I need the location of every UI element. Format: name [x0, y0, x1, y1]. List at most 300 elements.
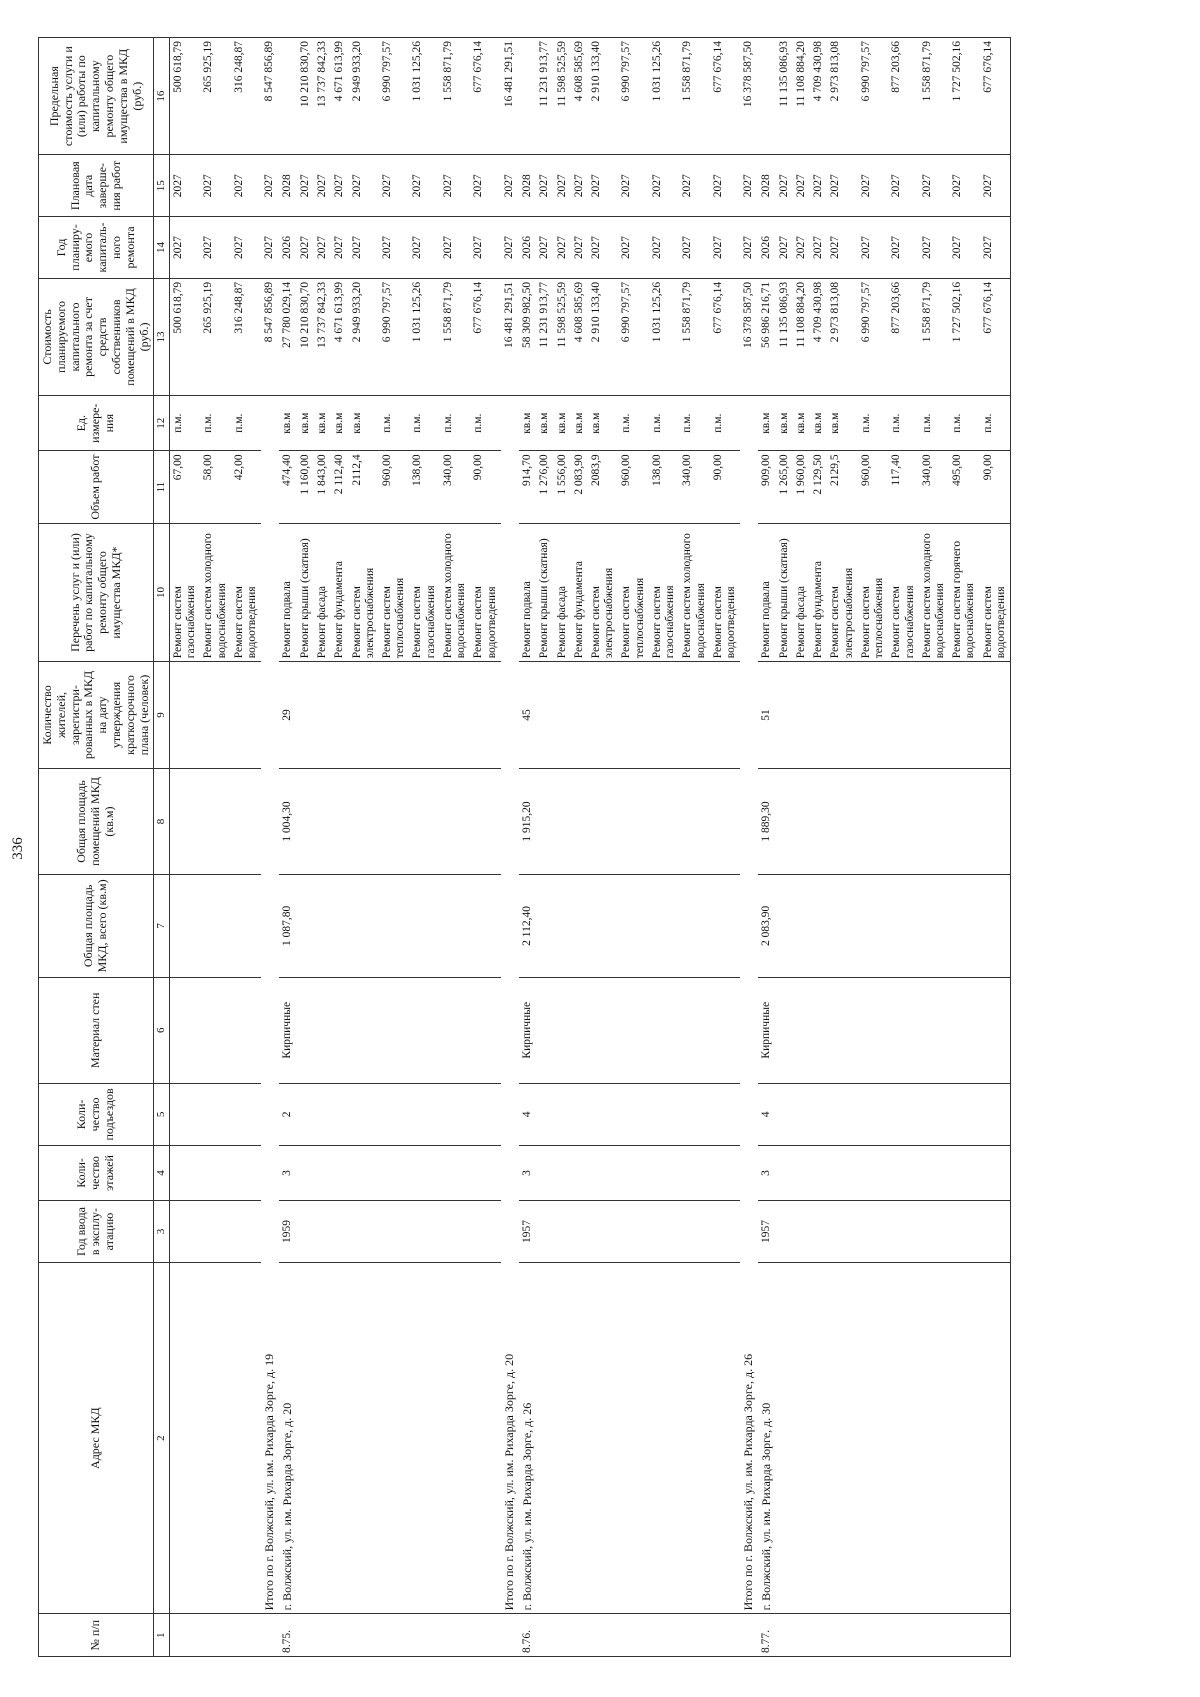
empty-cell	[571, 875, 588, 977]
empty-cell	[649, 875, 679, 977]
empty-cell	[588, 875, 618, 977]
cell-cost: 316 248,87	[231, 278, 261, 395]
empty-cell	[919, 768, 949, 875]
empty-cell	[588, 662, 618, 769]
empty-cell	[679, 1201, 709, 1263]
cell-work: Ремонт систем электроснабжения	[349, 523, 379, 661]
cell-unit: кв.м	[297, 396, 314, 451]
empty-cell	[827, 1262, 857, 1613]
cell-end: 2027	[470, 155, 500, 217]
house-area_rooms: 1 915,20	[519, 768, 537, 875]
empty-cell	[409, 1084, 439, 1146]
cell-volume: 2 112,40	[331, 451, 348, 523]
column-header: Общая площадь помещений МКД (кв.м)	[39, 768, 154, 875]
cell-work: Ремонт подвала	[758, 523, 776, 661]
empty-cell	[331, 1614, 348, 1657]
empty-cell	[409, 662, 439, 769]
cell-end: 2027	[200, 155, 230, 217]
empty-cell	[349, 1084, 379, 1146]
empty-cell	[519, 38, 537, 155]
cell-unit: кв.м	[793, 396, 810, 451]
empty-cell	[827, 977, 857, 1084]
column-number: 16	[154, 38, 170, 155]
cell-end: 2028	[279, 155, 297, 217]
empty-cell	[409, 1262, 439, 1613]
column-number: 15	[154, 155, 170, 217]
empty-cell	[554, 768, 571, 875]
house-address: г. Волжский, ул. им. Рихарда Зорге, д. 30	[758, 1262, 776, 1613]
cell-limit: 11 231 913,77	[536, 38, 553, 155]
empty-cell	[536, 1262, 553, 1613]
cell-limit: 677 676,14	[470, 38, 500, 155]
house-address: г. Волжский, ул. им. Рихарда Зорге, д. 20	[279, 1262, 297, 1613]
cell-year: 2027	[571, 217, 588, 279]
empty-cell	[758, 38, 776, 155]
empty-cell	[314, 1084, 331, 1146]
total-limit: 8 547 856,89	[261, 38, 279, 155]
column-number: 1	[154, 1614, 170, 1657]
cell-unit: кв.м	[810, 396, 827, 451]
column-number: 7	[154, 875, 170, 977]
cell-year: 2027	[554, 217, 571, 279]
column-header: Материал стен	[39, 977, 154, 1084]
empty-cell	[554, 875, 571, 977]
empty-cell	[888, 1084, 918, 1146]
empty-cell	[170, 1262, 201, 1613]
empty-cell	[200, 977, 230, 1084]
empty-cell	[440, 1145, 470, 1200]
cell-unit: п.м.	[618, 396, 648, 451]
empty-cell	[470, 662, 500, 769]
empty-cell	[470, 1614, 500, 1657]
empty-cell	[279, 38, 297, 155]
empty-cell	[331, 662, 348, 769]
empty-cell	[379, 662, 409, 769]
empty-cell	[618, 1145, 648, 1200]
empty-cell	[810, 1084, 827, 1146]
cell-end: 2027	[858, 155, 888, 217]
empty-cell	[588, 1262, 618, 1613]
work-row	[571, 38, 588, 1657]
work-row	[776, 38, 793, 1657]
cell-volume: 2112,4	[349, 451, 379, 523]
cell-unit: п.м.	[200, 396, 230, 451]
empty-cell	[409, 875, 439, 977]
empty-cell	[170, 977, 201, 1084]
cell-limit: 1 558 871,79	[679, 38, 709, 155]
empty-cell	[776, 768, 793, 875]
cell-end: 2027	[919, 155, 949, 217]
empty-cell	[470, 1145, 500, 1200]
empty-cell	[618, 977, 648, 1084]
empty-cell	[618, 875, 648, 977]
cell-year: 2027	[793, 217, 810, 279]
cell-cost: 11 108 884,20	[793, 278, 810, 395]
empty-cell	[679, 768, 709, 875]
cell-cost: 11 231 913,77	[536, 278, 553, 395]
cell-volume: 340,00	[679, 451, 709, 523]
cell-unit: п.м.	[888, 396, 918, 451]
empty-cell	[858, 977, 888, 1084]
empty-cell	[231, 1084, 261, 1146]
cell-end: 2027	[536, 155, 553, 217]
empty-cell	[710, 1262, 740, 1613]
empty-cell	[618, 662, 648, 769]
cell-year: 2027	[170, 217, 201, 279]
cell-limit: 11 135 086,93	[776, 38, 793, 155]
cell-volume: 2083,9	[588, 451, 618, 523]
column-header: Стоимость планируемого капитального ремонта за счет средств собственников помещений в МКД (руб.)	[39, 278, 154, 395]
empty-cell	[810, 768, 827, 875]
work-row	[349, 38, 379, 1657]
empty-cell	[571, 977, 588, 1084]
cell-cost: 4 608 585,69	[571, 278, 588, 395]
column-header: Перечень услуг и (или) работ по капитальному ремонту общего имущества МКД*	[39, 523, 154, 661]
empty-cell	[949, 1084, 979, 1146]
empty-cell	[554, 662, 571, 769]
empty-cell	[314, 875, 331, 977]
house-n: 8.77.	[758, 1614, 776, 1657]
empty-cell	[649, 1201, 679, 1263]
cell-year: 2027	[618, 217, 648, 279]
total-row	[501, 38, 519, 1657]
work-row	[314, 38, 331, 1657]
cell-cost: 265 925,19	[200, 278, 230, 395]
work-row	[554, 38, 571, 1657]
empty-cell	[536, 1614, 553, 1657]
empty-cell	[379, 1262, 409, 1613]
column-number: 13	[154, 278, 170, 395]
cell-end: 2027	[331, 155, 348, 217]
empty-cell	[349, 662, 379, 769]
empty-cell	[827, 768, 857, 875]
cell-end: 2027	[618, 155, 648, 217]
empty-cell	[793, 1201, 810, 1263]
cell-cost: 1 558 871,79	[919, 278, 949, 395]
empty-cell	[679, 1262, 709, 1613]
cell-unit: кв.м	[519, 396, 537, 451]
empty-cell	[349, 875, 379, 977]
total-limit: 16 378 587,50	[740, 38, 758, 155]
total-year: 2027	[261, 217, 279, 279]
empty-cell	[949, 1201, 979, 1263]
column-number: 6	[154, 977, 170, 1084]
cell-end: 2027	[888, 155, 918, 217]
cell-work: Ремонт фасада	[314, 523, 331, 661]
cell-unit: кв.м	[331, 396, 348, 451]
empty-cell	[200, 1614, 230, 1657]
cell-end: 2027	[379, 155, 409, 217]
empty-cell	[776, 1201, 793, 1263]
empty-cell	[810, 1614, 827, 1657]
cell-limit: 6 990 797,57	[379, 38, 409, 155]
empty-cell	[349, 1262, 379, 1613]
empty-cell	[949, 875, 979, 977]
house-floors: 3	[279, 1145, 297, 1200]
cell-work: Ремонт систем теплоснабжения	[858, 523, 888, 661]
empty-cell	[588, 768, 618, 875]
total-limit: 16 481 291,51	[501, 38, 519, 155]
empty-cell	[440, 977, 470, 1084]
empty-cell	[409, 768, 439, 875]
cell-year: 2027	[314, 217, 331, 279]
cell-limit: 677 676,14	[980, 38, 1011, 155]
work-row	[588, 38, 618, 1657]
cell-cost: 877 203,66	[888, 278, 918, 395]
cell-cost: 2 949 933,20	[349, 278, 379, 395]
cell-year: 2027	[710, 217, 740, 279]
empty-cell	[379, 977, 409, 1084]
empty-cell	[980, 875, 1011, 977]
cell-limit: 6 990 797,57	[618, 38, 648, 155]
cell-work: Ремонт систем холодного водоснабжения	[440, 523, 470, 661]
cell-volume: 138,00	[409, 451, 439, 523]
house-residents: 51	[758, 662, 776, 769]
empty-cell	[776, 1145, 793, 1200]
empty-cell	[810, 662, 827, 769]
empty-cell	[776, 1262, 793, 1613]
cell-cost: 6 990 797,57	[379, 278, 409, 395]
empty-cell	[571, 1145, 588, 1200]
empty-cell	[261, 1614, 279, 1657]
cell-end: 2027	[409, 155, 439, 217]
empty-cell	[571, 1084, 588, 1146]
cell-cost: 1 031 125,26	[409, 278, 439, 395]
cell-unit: п.м.	[919, 396, 949, 451]
empty-cell	[710, 1084, 740, 1146]
cell-end: 2028	[758, 155, 776, 217]
empty-cell	[554, 1084, 571, 1146]
empty-cell	[379, 1145, 409, 1200]
empty-cell	[536, 662, 553, 769]
empty-cell	[919, 875, 949, 977]
empty-cell	[409, 977, 439, 1084]
empty-cell	[793, 875, 810, 977]
cell-work: Ремонт фасада	[554, 523, 571, 661]
cell-end: 2027	[980, 155, 1011, 217]
cell-unit: п.м.	[170, 396, 201, 451]
work-row	[618, 38, 648, 1657]
cell-year: 2026	[519, 217, 537, 279]
cell-work: Ремонт систем водоотведения	[470, 523, 500, 661]
cell-limit: 316 248,87	[231, 38, 261, 155]
house-row	[758, 38, 776, 1657]
cell-cost: 677 676,14	[710, 278, 740, 395]
empty-cell	[919, 1201, 949, 1263]
empty-cell	[200, 662, 230, 769]
work-row	[536, 38, 553, 1657]
cell-cost: 677 676,14	[470, 278, 500, 395]
house-entrances: 2	[279, 1084, 297, 1146]
empty-cell	[231, 1201, 261, 1263]
empty-cell	[440, 1262, 470, 1613]
cell-work: Ремонт систем газоснабжения	[649, 523, 679, 661]
cell-limit: 1 558 871,79	[440, 38, 470, 155]
empty-cell	[297, 875, 314, 977]
empty-cell	[679, 875, 709, 977]
empty-cell	[710, 768, 740, 875]
cell-work: Ремонт крыши (скатная)	[297, 523, 314, 661]
empty-cell	[470, 1084, 500, 1146]
empty-cell	[331, 1145, 348, 1200]
cell-cost: 2 910 133,40	[588, 278, 618, 395]
cell-end: 2027	[793, 155, 810, 217]
empty-cell	[200, 1201, 230, 1263]
house-row	[519, 38, 537, 1657]
empty-cell	[314, 768, 331, 875]
house-row	[279, 38, 297, 1657]
empty-cell	[810, 1145, 827, 1200]
work-row	[440, 38, 470, 1657]
empty-cell	[858, 1262, 888, 1613]
cell-year: 2027	[888, 217, 918, 279]
cell-limit: 1 031 125,26	[649, 38, 679, 155]
empty-cell	[170, 1084, 201, 1146]
empty-cell	[980, 662, 1011, 769]
empty-cell	[231, 662, 261, 769]
empty-cell	[470, 875, 500, 977]
work-row	[710, 38, 740, 1657]
empty-cell	[571, 768, 588, 875]
cell-work: Ремонт систем газоснабжения	[409, 523, 439, 661]
empty-cell	[618, 1614, 648, 1657]
cell-unit: п.м.	[710, 396, 740, 451]
empty-cell	[793, 1262, 810, 1613]
cell-volume: 340,00	[919, 451, 949, 523]
column-number: 4	[154, 1145, 170, 1200]
empty-cell	[793, 768, 810, 875]
empty-cell	[379, 1614, 409, 1657]
empty-cell	[649, 1614, 679, 1657]
cell-cost: 6 990 797,57	[858, 278, 888, 395]
empty-cell	[980, 768, 1011, 875]
cell-volume: 90,00	[980, 451, 1011, 523]
house-residents: 29	[279, 662, 297, 769]
empty-cell	[649, 1084, 679, 1146]
capital-repair-table	[38, 37, 1011, 1657]
empty-cell	[314, 1145, 331, 1200]
cell-year: 2027	[679, 217, 709, 279]
empty-cell	[331, 1201, 348, 1263]
empty-cell	[200, 768, 230, 875]
empty-cell	[588, 1201, 618, 1263]
cell-volume: 495,00	[949, 451, 979, 523]
empty-cell	[231, 768, 261, 875]
empty-cell	[297, 1145, 314, 1200]
empty-cell	[949, 1614, 979, 1657]
page-number: 336	[10, 837, 26, 860]
house-n: 8.75.	[279, 1614, 297, 1657]
empty-cell	[440, 662, 470, 769]
house-address: г. Волжский, ул. им. Рихарда Зорге, д. 26	[519, 1262, 537, 1613]
empty-cell	[888, 1201, 918, 1263]
empty-cell	[649, 977, 679, 1084]
cell-cost: 2 973 813,08	[827, 278, 857, 395]
empty-cell	[710, 1145, 740, 1200]
cell-cost: 1 558 871,79	[679, 278, 709, 395]
work-row	[649, 38, 679, 1657]
cell-cost: 1 031 125,26	[649, 278, 679, 395]
cell-year: 2027	[379, 217, 409, 279]
empty-cell	[827, 662, 857, 769]
table-body	[170, 38, 1011, 1657]
total-year: 2027	[740, 217, 758, 279]
empty-cell	[170, 768, 201, 875]
cell-volume: 2129,5	[827, 451, 857, 523]
empty-cell	[349, 1145, 379, 1200]
cell-cost: 1 727 502,16	[949, 278, 979, 395]
house-floors: 3	[519, 1145, 537, 1200]
empty-cell	[571, 1262, 588, 1613]
column-header: Ед. измере-ния	[39, 396, 154, 451]
empty-cell	[349, 1201, 379, 1263]
cell-limit: 6 990 797,57	[858, 38, 888, 155]
cell-cost: 27 780 029,14	[279, 278, 297, 395]
cell-limit: 677 676,14	[710, 38, 740, 155]
cell-volume: 117,40	[888, 451, 918, 523]
cell-unit: п.м.	[470, 396, 500, 451]
empty-cell	[470, 1201, 500, 1263]
empty-cell	[793, 1145, 810, 1200]
empty-cell	[349, 768, 379, 875]
cell-volume: 1 960,00	[793, 451, 810, 523]
cell-end: 2027	[776, 155, 793, 217]
empty-cell	[919, 662, 949, 769]
cell-volume: 90,00	[710, 451, 740, 523]
cell-unit: п.м.	[409, 396, 439, 451]
empty-cell	[379, 1084, 409, 1146]
work-row	[231, 38, 261, 1657]
empty-cell	[710, 1614, 740, 1657]
header-row	[39, 38, 154, 1657]
cell-unit: кв.м	[776, 396, 793, 451]
empty-cell	[888, 1614, 918, 1657]
cell-limit: 4 709 430,98	[810, 38, 827, 155]
column-number: 5	[154, 1084, 170, 1146]
column-number: 3	[154, 1201, 170, 1263]
empty-cell	[888, 662, 918, 769]
cell-year: 2027	[331, 217, 348, 279]
column-header: Количество жителей, зарегистри-рованных в МКД на дату утверждения краткосрочного плана (человек)	[39, 662, 154, 769]
empty-cell	[349, 977, 379, 1084]
work-row	[297, 38, 314, 1657]
empty-cell	[554, 977, 571, 1084]
work-row	[379, 38, 409, 1657]
empty-cell	[679, 1614, 709, 1657]
empty-cell	[297, 1262, 314, 1613]
cell-work: Ремонт систем теплоснабжения	[618, 523, 648, 661]
cell-year: 2027	[919, 217, 949, 279]
empty-cell	[980, 977, 1011, 1084]
empty-cell	[331, 1262, 348, 1613]
cell-work: Ремонт систем водоотведения	[710, 523, 740, 661]
empty-cell	[679, 662, 709, 769]
cell-volume: 909,00	[758, 451, 776, 523]
cell-volume: 340,00	[440, 451, 470, 523]
cell-unit: кв.м	[314, 396, 331, 451]
cell-work: Ремонт фундамента	[810, 523, 827, 661]
empty-cell	[170, 1614, 201, 1657]
empty-cell	[379, 768, 409, 875]
empty-cell	[949, 1145, 979, 1200]
cell-work: Ремонт систем горячего водоснабжения	[949, 523, 979, 661]
column-header: Общая площадь МКД, всего (кв.м)	[39, 875, 154, 977]
column-number: 12	[154, 396, 170, 451]
empty-cell	[649, 1262, 679, 1613]
cell-limit: 10 210 830,70	[297, 38, 314, 155]
cell-year: 2026	[758, 217, 776, 279]
cell-end: 2028	[519, 155, 537, 217]
